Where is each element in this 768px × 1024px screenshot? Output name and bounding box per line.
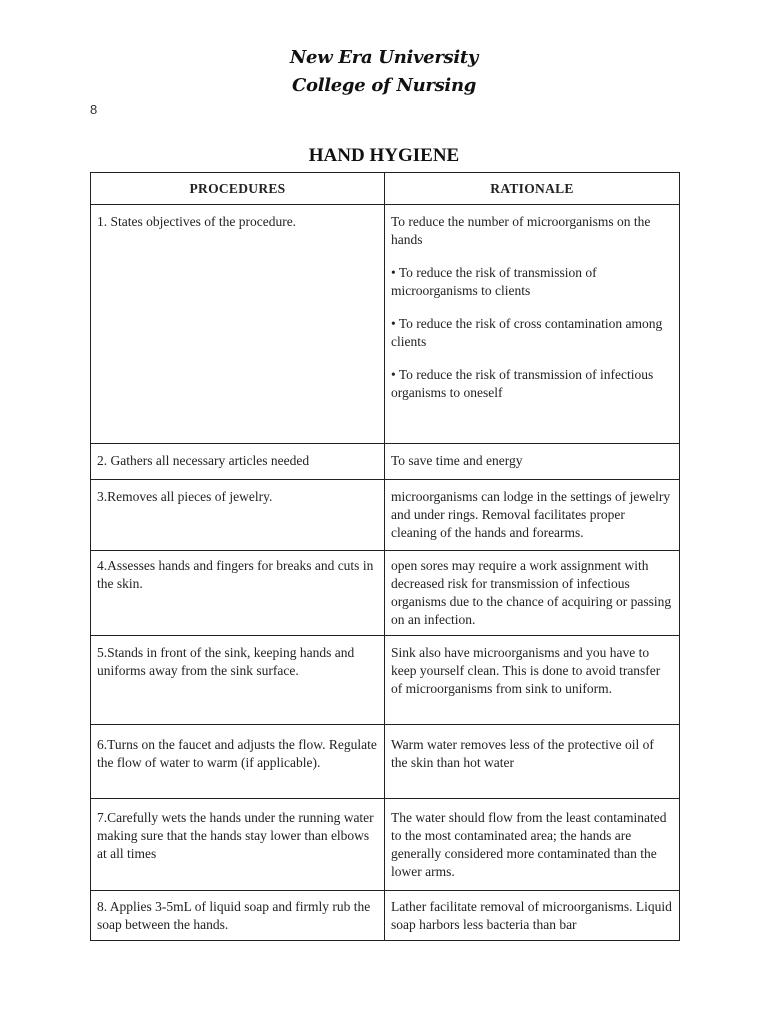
college-name: College of Nursing — [291, 75, 477, 96]
rationale-item: • To reduce the risk of transmission of microorganisms to clients — [391, 265, 597, 298]
procedure-cell: 3.Removes all pieces of jewelry. — [91, 480, 385, 551]
procedure-cell: 8. Applies 3-5mL of liquid soap and firmly rub the soap between the hands. — [91, 891, 385, 941]
column-header-procedures: PROCEDURES — [91, 173, 385, 205]
procedure-cell: 5.Stands in front of the sink, keeping hands and uniforms away from the sink surface. — [91, 636, 385, 725]
rationale-cell: Sink also have microorganisms and you have to keep yourself clean. This is done to avoid transfer of microorganisms from sink to uniform. — [385, 636, 680, 725]
table-row — [91, 480, 680, 551]
university-name: New Era University — [289, 47, 479, 68]
rationale-item: • To reduce the risk of transmission of infectious organisms to oneself — [391, 367, 654, 400]
table-header-row — [91, 173, 680, 205]
table-row — [91, 891, 680, 941]
table-row — [91, 444, 680, 480]
table-row — [91, 205, 680, 444]
rationale-cell: The water should flow from the least contaminated to the most contaminated area; the hands are generally considered more contaminated than the lower arms. — [385, 799, 680, 891]
procedure-cell: 7.Carefully wets the hands under the running water making sure that the hands stay lower than elbows at all times — [91, 799, 385, 891]
procedure-cell: 4.Assesses hands and fingers for breaks and cuts in the skin. — [91, 551, 385, 636]
rationale-cell: To save time and energy — [385, 444, 680, 480]
rationale-cell: open sores may require a work assignment with decreased risk for transmission of infectious organisms due to the chance of acquiring or passing on an infection. — [385, 551, 680, 636]
procedure-cell: 2. Gathers all necessary articles needed — [91, 444, 385, 480]
procedure-cell: 1. States objectives of the procedure. — [91, 205, 385, 444]
table-row — [91, 636, 680, 725]
rationale-item: To reduce the number of microorganisms on the hands — [391, 214, 651, 247]
procedure-table — [90, 172, 680, 941]
page-number: 8 — [90, 102, 98, 117]
rationale-cell: microorganisms can lodge in the settings of jewelry and under rings. Removal facilitates proper cleaning of the hands and forearms. — [385, 480, 680, 551]
table-row — [91, 551, 680, 636]
document-title: HAND HYGIENE — [308, 145, 460, 166]
rationale-cell — [385, 205, 680, 444]
table-row — [91, 725, 680, 799]
procedure-cell: 6.Turns on the faucet and adjusts the flow. Regulate the flow of water to warm (if applicable). — [91, 725, 385, 799]
rationale-item: • To reduce the risk of cross contamination among clients — [391, 316, 663, 349]
rationale-cell: Warm water removes less of the protective oil of the skin than hot water — [385, 725, 680, 799]
column-header-rationale: RATIONALE — [385, 173, 680, 205]
table-row — [91, 799, 680, 891]
rationale-cell: Lather facilitate removal of microorganisms. Liquid soap harbors less bacteria than bar — [385, 891, 680, 941]
